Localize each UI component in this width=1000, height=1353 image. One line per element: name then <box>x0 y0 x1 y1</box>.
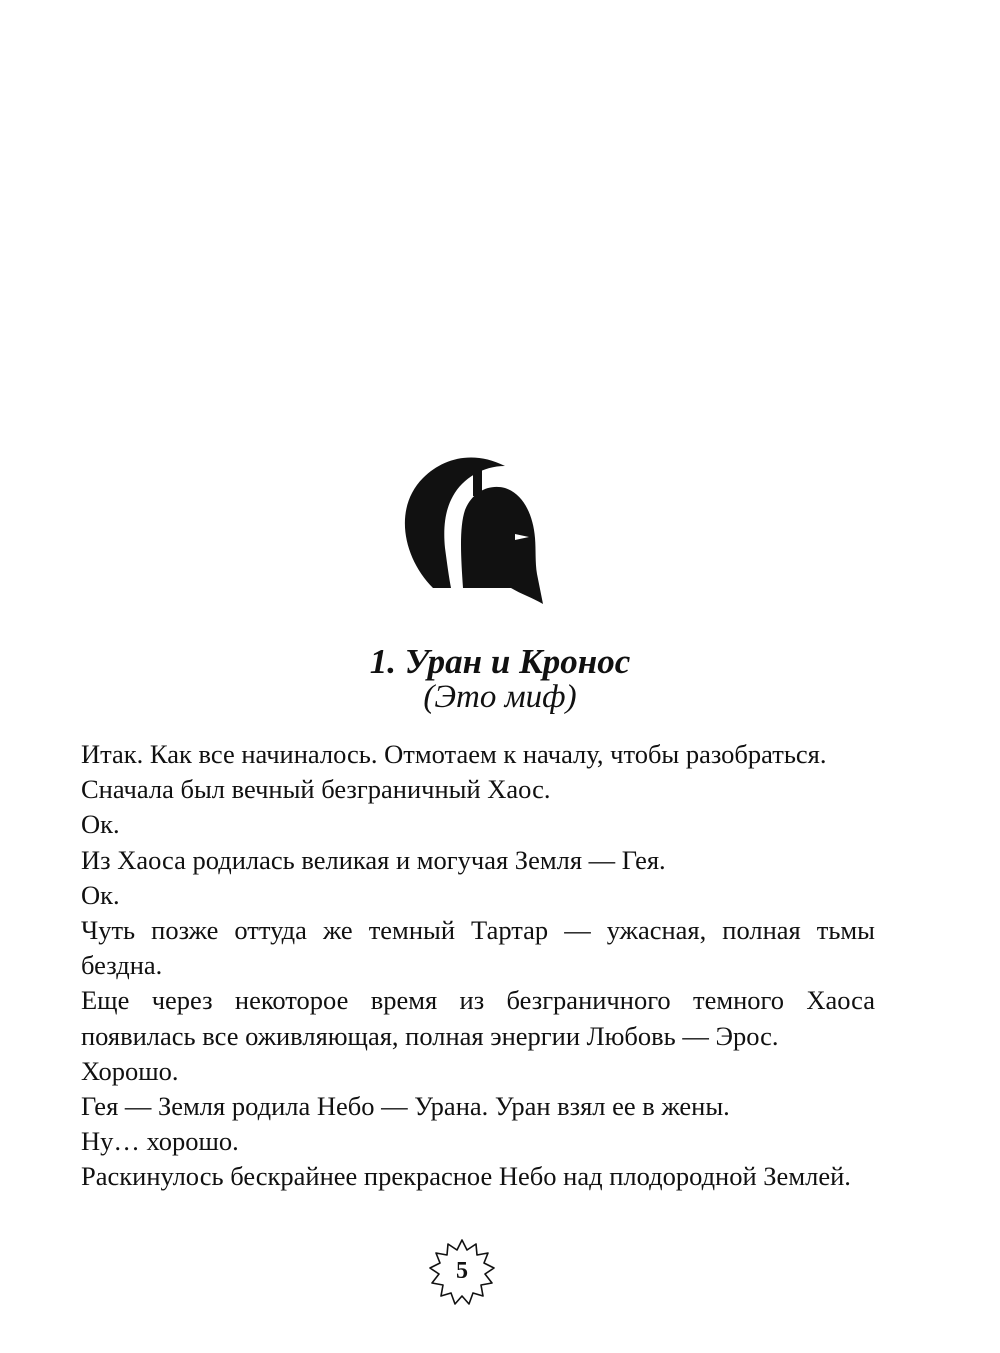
spartan-helmet-icon <box>393 438 545 604</box>
paragraph: Еще через некоторое время из безграничного темного Хаоса появилась все оживляющая, полная энергии Любовь — Эрос. <box>81 985 875 1051</box>
paragraph: Из Хаоса родилась великая и могучая Земля — Гея. <box>81 844 666 875</box>
paragraph: Хорошо. <box>81 1055 179 1086</box>
chapter-subtitle: (Это миф) <box>423 679 577 715</box>
paragraph: Сначала был вечный безграничный Хаос. <box>81 774 551 805</box>
paragraph: Ок. <box>81 809 120 840</box>
paragraph: Итак. Как все начиналось. Отмотаем к началу, чтобы разобраться. <box>81 739 827 769</box>
paragraph: Ок. <box>81 879 120 910</box>
paragraph: Раскинулось бескрайнее прекрасное Небо над плодородной Землей. <box>81 1161 851 1192</box>
paragraph: Чуть позже оттуда же темный Тартар — ужасная, полная тьмы бездна. <box>81 915 875 981</box>
page-number: 5 <box>456 1258 468 1284</box>
paragraph: Гея — Земля родила Небо — Урана. Уран взял ее в жены. <box>81 1091 730 1122</box>
paragraph: Ну… хорошо. <box>81 1126 239 1157</box>
body-text <box>81 737 875 1195</box>
chapter-title: 1. Уран и Кронос <box>369 642 631 681</box>
